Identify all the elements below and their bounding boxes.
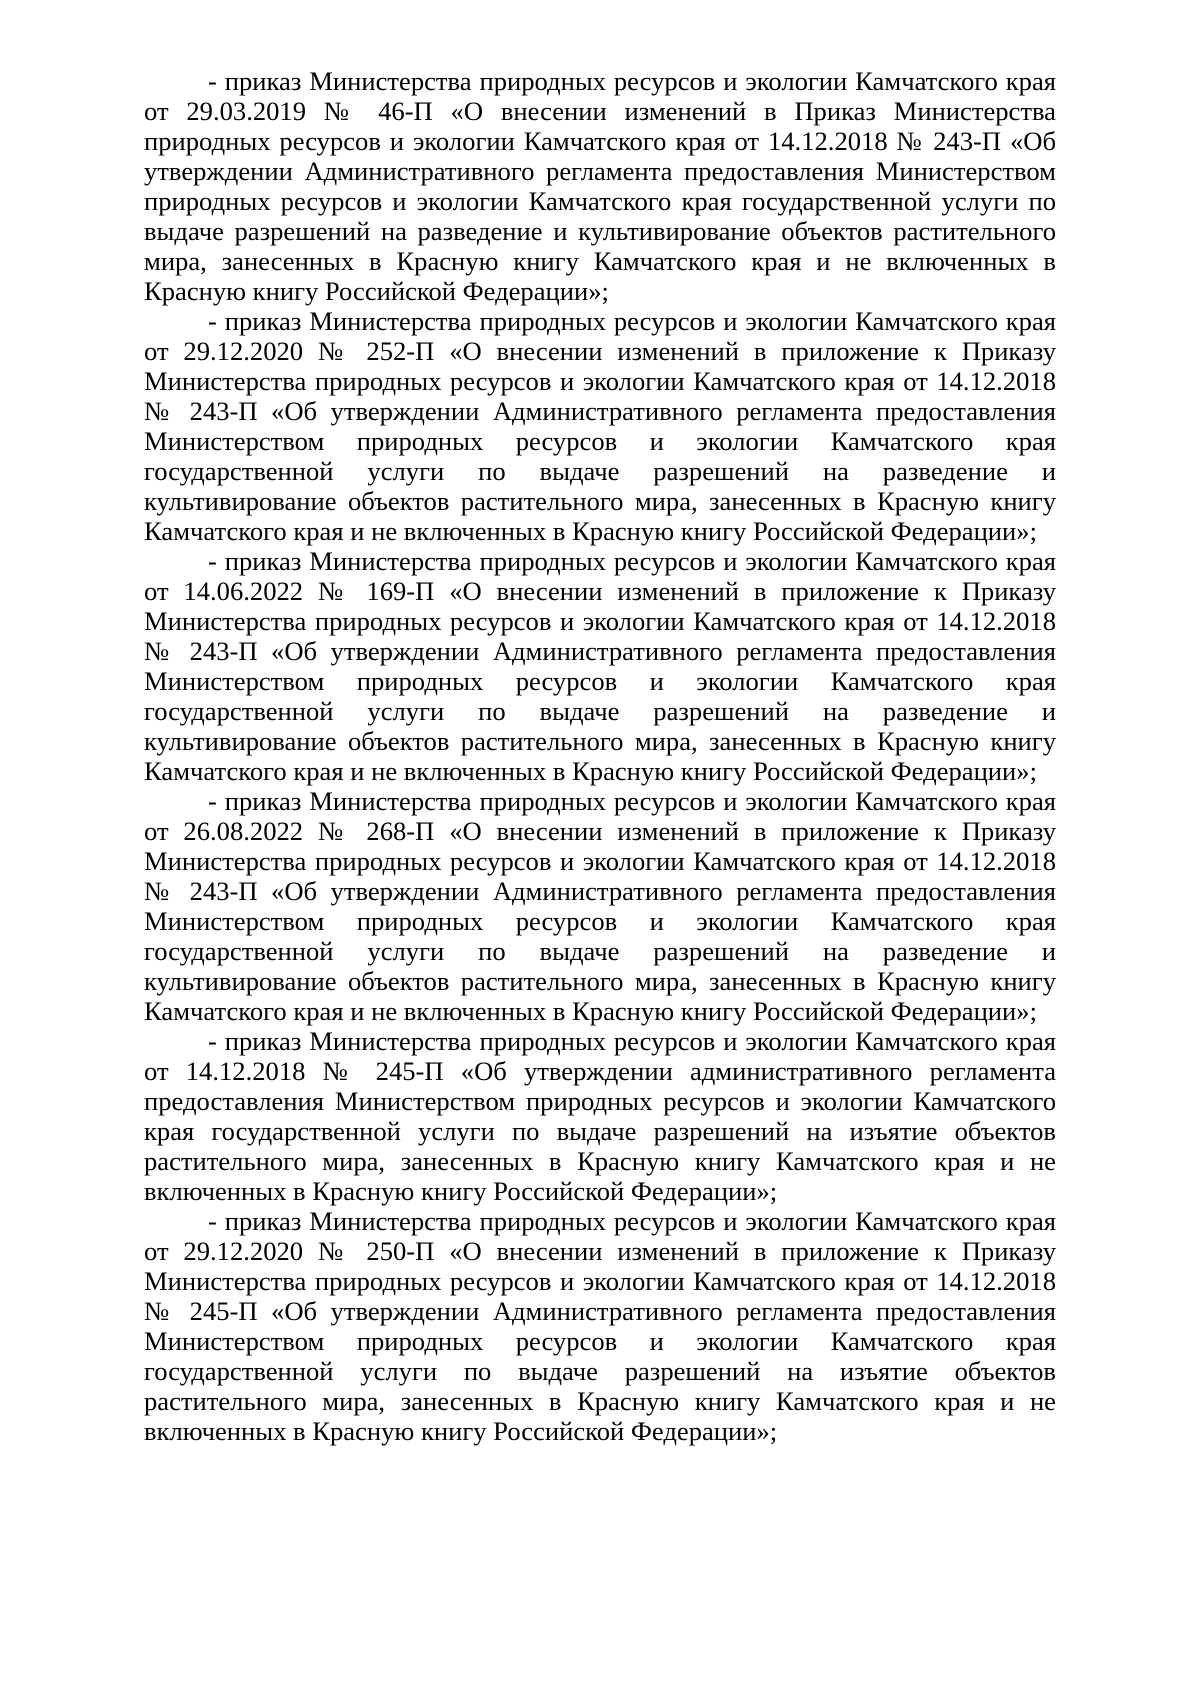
- document-paragraph: - приказ Министерства природных ресурсов и экологии Камчатского края от 29.12.2020 № 250-П «О внесении изменений в приложение к Приказу Министерства природных ресурсов и экологии Камчатского края от 14.12.2018 № 245-П «Об утверждении Административного регламента предоставления Министерством природных ресурсов и экологии Камчатского края государственной услуги по выдаче разрешений на изъятие объектов растительного мира, занесенных в Красную книгу Камчатского края и не включенных в Красную книгу Российской Федерации»;: [144, 1206, 1056, 1446]
- document-paragraph: - приказ Министерства природных ресурсов и экологии Камчатского края от 26.08.2022 № 268-П «О внесении изменений в приложение к Приказу Министерства природных ресурсов и экологии Камчатского края от 14.12.2018 № 243-П «Об утверждении Административного регламента предоставления Министерством природных ресурсов и экологии Камчатского края государственной услуги по выдаче разрешений на разведение и культивирование объектов растительного мира, занесенных в Красную книгу Камчатского края и не включенных в Красную книгу Российской Федерации»;: [144, 786, 1056, 1026]
- document-paragraph: - приказ Министерства природных ресурсов и экологии Камчатского края от 29.12.2020 № 252-П «О внесении изменений в приложение к Приказу Министерства природных ресурсов и экологии Камчатского края от 14.12.2018 № 243-П «Об утверждении Административного регламента предоставления Министерством природных ресурсов и экологии Камчатского края государственной услуги по выдаче разрешений на разведение и культивирование объектов растительного мира, занесенных в Красную книгу Камчатского края и не включенных в Красную книгу Российской Федерации»;: [144, 306, 1056, 546]
- document-paragraph: - приказ Министерства природных ресурсов и экологии Камчатского края от 14.12.2018 № 245-П «Об утверждении административного регламента предоставления Министерством природных ресурсов и экологии Камчатского края государственной услуги по выдаче разрешений на изъятие объектов растительного мира, занесенных в Красную книгу Камчатского края и не включенных в Красную книгу Российской Федерации»;: [144, 1026, 1056, 1206]
- document-page: [144, 66, 1056, 1446]
- document-paragraph: - приказ Министерства природных ресурсов и экологии Камчатского края от 14.06.2022 № 169-П «О внесении изменений в приложение к Приказу Министерства природных ресурсов и экологии Камчатского края от 14.12.2018 № 243-П «Об утверждении Административного регламента предоставления Министерством природных ресурсов и экологии Камчатского края государственной услуги по выдаче разрешений на разведение и культивирование объектов растительного мира, занесенных в Красную книгу Камчатского края и не включенных в Красную книгу Российской Федерации»;: [144, 546, 1056, 786]
- document-paragraph: - приказ Министерства природных ресурсов и экологии Камчатского края от 29.03.2019 № 46-П «О внесении изменений в Приказ Министерства природных ресурсов и экологии Камчатского края от 14.12.2018 № 243-П «Об утверждении Административного регламента предоставления Министерством природных ресурсов и экологии Камчатского края государственной услуги по выдаче разрешений на разведение и культивирование объектов растительного мира, занесенных в Красную книгу Камчатского края и не включенных в Красную книгу Российской Федерации»;: [144, 66, 1056, 306]
